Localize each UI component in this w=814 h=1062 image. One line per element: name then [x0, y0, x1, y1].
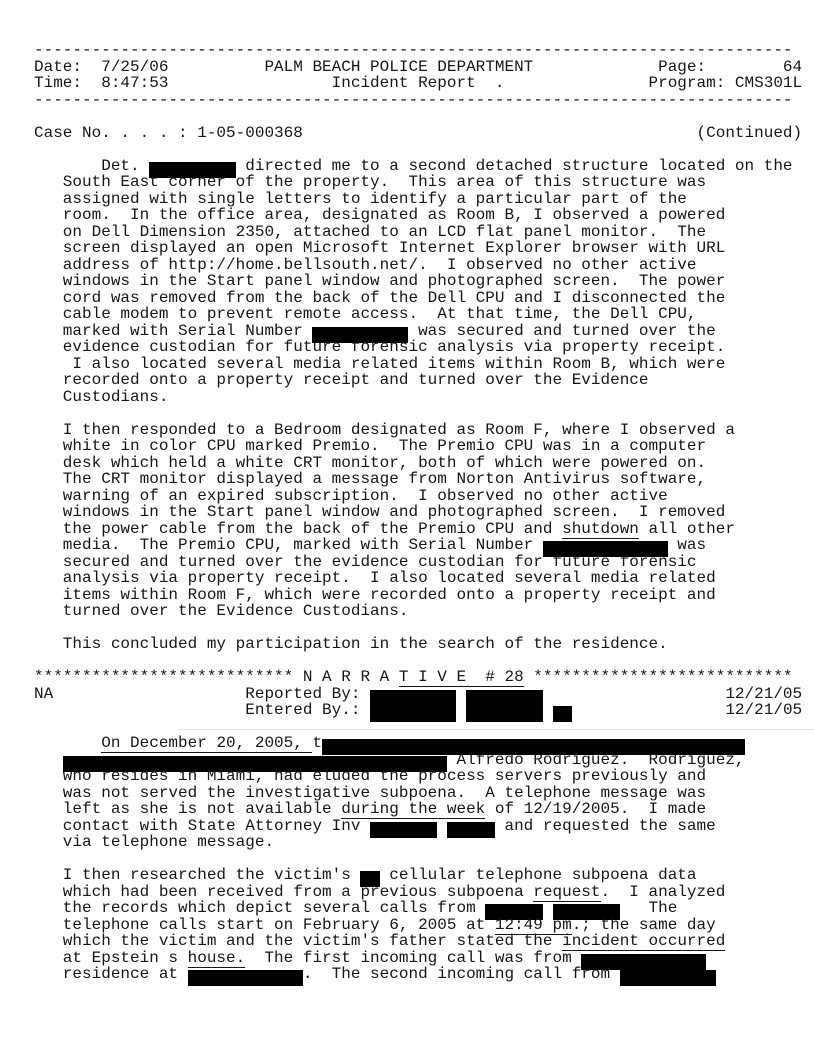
text-run: [543, 701, 553, 719]
text-run: warning of an expired subscription. I observed no other active: [34, 486, 668, 505]
text-run: Det.: [34, 156, 150, 175]
report-text: [34, 42, 802, 983]
text-run: 12/21/05: [542, 684, 803, 703]
text-run: [34, 751, 63, 769]
text-run: address of http://home.bellsouth.net/. I observed no other active: [34, 255, 697, 274]
doc-line: [34, 801, 802, 818]
text-run: The CRT monitor displayed a message from Norton Antivirus software,: [34, 470, 707, 488]
text-run: at Epstein s: [34, 948, 188, 967]
doc-line: [34, 900, 802, 917]
text-run: . The second incoming call from: [302, 965, 620, 983]
redaction-bar: [188, 970, 303, 986]
text-run: The: [619, 899, 678, 917]
doc-line: [34, 488, 802, 505]
text-run: left as she is not available: [34, 800, 342, 818]
doc-line: [34, 587, 802, 604]
text-run: which had been received from a previous subpoena: [34, 882, 534, 901]
underlined-text: during the week: [341, 800, 486, 818]
text-run: and requested the same: [494, 816, 716, 835]
doc-line: [34, 752, 802, 769]
text-run: was secured and turned over the: [408, 321, 716, 340]
text-run: items within Room F, which were recorded onto a property receipt and: [34, 585, 716, 604]
text-run: ***************************: [523, 668, 793, 686]
doc-line: [34, 785, 802, 802]
text-run: evidence custodian for future forensic analysis via property receipt.: [34, 338, 726, 356]
doc-line: [34, 174, 802, 191]
text-run: windows in the Start panel window and photographed screen. I removed: [34, 503, 726, 521]
doc-line: [34, 504, 802, 521]
doc-line: [34, 323, 802, 340]
doc-line: [34, 620, 802, 637]
text-run: marked with Serial Number: [34, 321, 313, 340]
text-run: contact with State Attorney Inv: [34, 816, 371, 835]
doc-line: [34, 686, 802, 703]
redaction-bar: [370, 822, 437, 838]
text-run: secured and turned over the evidence custodian for future forensic: [34, 552, 697, 571]
text-run: was: [667, 536, 707, 554]
text-run: [437, 817, 447, 835]
text-run: desk which held a white CRT monitor, both of which were powered on.: [34, 453, 707, 472]
doc-line: [34, 306, 802, 323]
underlined-text: T I V E # 28: [398, 668, 524, 686]
text-run: . I analyzed: [600, 882, 726, 901]
text-run: *************************** N A R R A: [34, 668, 399, 686]
doc-line: [34, 59, 802, 76]
text-run: on Dell Dimension 2350, attached to an LCD flat panel monitor. The: [34, 222, 707, 241]
text-run: Date: 7/25/06 PALM BEACH POLICE DEPARTMENT Page: 64: [34, 57, 803, 76]
doc-line: [34, 158, 802, 175]
doc-line: [34, 92, 802, 109]
text-run: -------------------------------------------------------------------------------: [34, 41, 793, 59]
text-run: NA Reported By:: [34, 684, 371, 703]
text-run: white in color CPU marked Premio. The Premio CPU was in a computer: [34, 437, 707, 455]
text-run: all other: [638, 519, 735, 538]
doc-line: [34, 339, 802, 356]
doc-line: [34, 240, 802, 257]
text-run: was not served the investigative subpoena. A telephone message was: [34, 783, 707, 802]
text-run: 12/21/05: [571, 701, 803, 719]
underlined-text: On December 20, 2005,: [101, 734, 313, 752]
text-run: analysis via property receipt. I also located several media related: [34, 569, 716, 587]
text-run: I then researched the victim's: [34, 866, 361, 884]
text-run: This concluded my participation in the search of the residence.: [34, 635, 668, 653]
redaction-bar: [466, 706, 543, 722]
text-run: t: [312, 734, 323, 752]
text-run: Case No. . . . : 1-05-000368 (Continued): [34, 123, 803, 142]
doc-line: [34, 141, 802, 158]
underlined-text: shutdown: [562, 519, 639, 538]
doc-line: [34, 851, 802, 868]
text-run: directed me to a second detached structure located on the: [235, 156, 793, 175]
doc-line: [34, 438, 802, 455]
doc-line: [34, 389, 802, 406]
redaction-bar: [553, 706, 572, 722]
doc-line: [34, 273, 802, 290]
text-run: screen displayed an open Microsoft Internet Explorer browser with URL: [34, 239, 726, 257]
doc-line: [34, 405, 802, 422]
doc-line: [34, 207, 802, 224]
doc-line: [34, 950, 802, 967]
text-run: which the victim and the victim's father stated the: [34, 932, 563, 950]
text-run: Alfredo Rodriguez. Rodriguez,: [446, 750, 745, 769]
text-run: Custodians.: [34, 387, 169, 406]
text-run: assigned with single letters to identify a particular part of the: [34, 189, 687, 208]
doc-line: [34, 537, 802, 554]
text-run: media. The Premio CPU, marked with Serial Number: [34, 536, 543, 554]
doc-line: [34, 372, 802, 389]
doc-line: [34, 356, 802, 373]
text-run: room. In the office area, designated as Room B, I observed a powered: [34, 206, 726, 224]
text-run: residence at: [34, 965, 188, 983]
scan-artifact-line: [178, 729, 814, 730]
text-run: cord was removed from the back of the Dell CPU and I disconnected the: [34, 288, 726, 307]
text-run: who resides in Miami, had eluded the process servers previously and: [34, 767, 707, 785]
doc-line: [34, 125, 802, 142]
text-run: [34, 734, 101, 752]
underlined-text: 12:49 pm: [494, 915, 572, 934]
doc-line: [34, 191, 802, 208]
doc-line: [34, 422, 802, 439]
text-run: South East corner of the property. This area of this structure was: [34, 173, 707, 191]
doc-line: [34, 257, 802, 274]
doc-line: [34, 290, 802, 307]
text-run: The first incoming call was from: [245, 948, 582, 967]
redaction-bar: [370, 706, 456, 722]
text-run: of 12/19/2005. I made: [485, 800, 707, 818]
doc-line: [34, 471, 802, 488]
doc-line: [34, 521, 802, 538]
text-run: recorded onto a property receipt and turned over the Evidence: [34, 371, 649, 389]
doc-line: [34, 867, 802, 884]
doc-line: [34, 42, 802, 59]
doc-line: [34, 570, 802, 587]
text-run: [456, 701, 466, 719]
text-run: .; the same day: [571, 915, 716, 934]
doc-line: [34, 735, 802, 752]
text-run: Entered By.:: [34, 701, 371, 719]
doc-line: [34, 702, 802, 719]
text-run: I then responded to a Bedroom designated as Room F, where I observed a: [34, 420, 735, 439]
doc-line: [34, 884, 802, 901]
doc-line: [34, 933, 802, 950]
doc-line: [34, 653, 802, 670]
doc-line: [34, 966, 802, 983]
text-run: windows in the Start panel window and photographed screen. The power: [34, 272, 726, 290]
doc-line: [34, 603, 802, 620]
doc-line: [34, 818, 802, 835]
doc-line: [34, 554, 802, 571]
text-run: Time: 8:47:53 Incident Report . Program: CMS301L: [34, 74, 803, 92]
text-run: I also located several media related items within Room B, which were: [34, 354, 726, 373]
redaction-bar: [447, 822, 495, 838]
underlined-text: house.: [187, 948, 246, 967]
underlined-text: incident occurred: [562, 932, 726, 950]
text-run: -------------------------------------------------------------------------------: [34, 90, 793, 109]
text-run: cellular telephone subpoena data: [379, 866, 697, 884]
text-run: turned over the Evidence Custodians.: [34, 602, 409, 620]
text-run: via telephone message.: [34, 833, 275, 851]
text-run: [456, 685, 466, 703]
underlined-text: request: [533, 882, 601, 901]
text-run: [543, 899, 553, 917]
redaction-bar: [620, 970, 716, 986]
text-run: the records which depict several calls from: [34, 899, 486, 917]
doc-line: [34, 108, 802, 125]
doc-line: [34, 455, 802, 472]
text-run: cable modem to prevent remote access. At that time, the Dell CPU,: [34, 305, 697, 323]
doc-line: [34, 917, 802, 934]
doc-line: [34, 768, 802, 785]
text-run: the power cable from the back of the Premio CPU and: [34, 519, 563, 538]
doc-line: [34, 669, 802, 686]
text-run: telephone calls start on February 6, 2005 at: [34, 915, 495, 934]
doc-line: [34, 636, 802, 653]
doc-line: [34, 75, 802, 92]
doc-line: [34, 224, 802, 241]
